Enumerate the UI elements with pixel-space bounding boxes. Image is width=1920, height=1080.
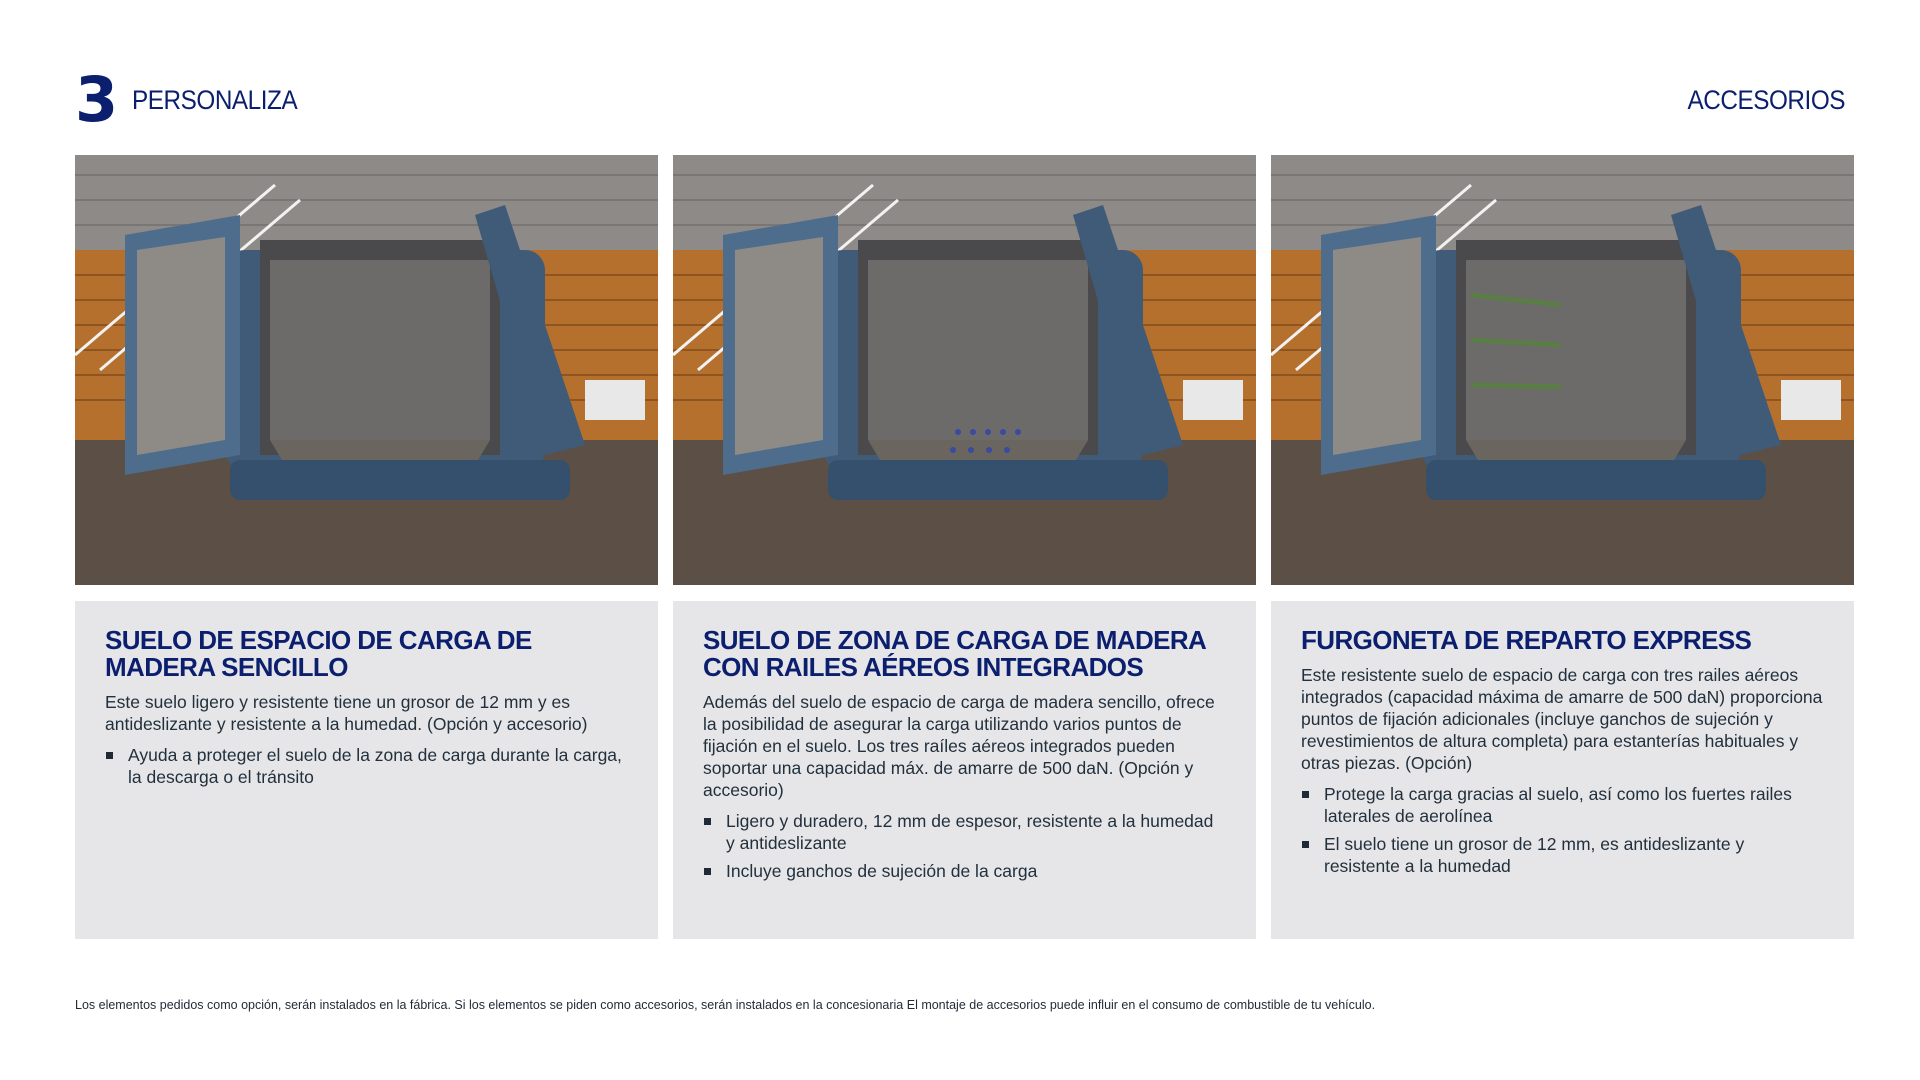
van-cargo-illustration-3 — [1271, 155, 1854, 585]
square-bullet-icon — [704, 868, 711, 875]
page-header — [75, 63, 1845, 136]
feature-list — [105, 744, 628, 788]
section-heading — [75, 63, 316, 136]
card-description: Además del suelo de espacio de carga de madera sencillo, ofrece la posibilidad de asegurar la carga utilizando varios puntos de fijación en el suelo. Los tres raíles aéreos integrados pueden soportar una capacidad máx. de amarre de 500 daN. (Opción y accesorio) — [703, 692, 1215, 800]
card-body-3 — [1271, 601, 1854, 939]
van-cargo-image-2 — [673, 155, 1256, 585]
footnote: Los elementos pedidos como opción, serán instalados en la fábrica. Si los elementos se piden como accesorios, serán instalados en la concesionaria El montaje de accesorios puede influir en el consumo de combustible de tu vehículo. — [75, 998, 1376, 1012]
card-description: Este resistente suelo de espacio de carga con tres railes aéreos integrados (capacidad máxima de amarre de 500 daN) proporciona puntos de fijación adicionales (incluye ganchos de sujeción y revestimientos de altura completa) para estanterías habituales y otras piezas. (Opción) — [1301, 665, 1823, 773]
list-item: Ayuda a proteger el suelo de la zona de carga durante la carga, la descarga o el tránsito — [105, 744, 628, 788]
accessory-card-3 — [1271, 155, 1854, 939]
van-cargo-illustration-2 — [673, 155, 1256, 585]
square-bullet-icon — [704, 818, 711, 825]
square-bullet-icon — [1302, 841, 1309, 848]
card-body-2 — [673, 601, 1256, 939]
list-item: Protege la carga gracias al suelo, así como los fuertes railes laterales de aerolínea — [1301, 783, 1824, 827]
van-cargo-image-1 — [75, 155, 658, 585]
card-title: FURGONETA DE REPARTO EXPRESS — [1301, 625, 1752, 655]
accessory-card-1 — [75, 155, 658, 939]
card-body-1 — [75, 601, 658, 939]
accessory-card-2 — [673, 155, 1256, 939]
section-title: PERSONALIZA — [132, 84, 298, 115]
square-bullet-icon — [1302, 791, 1309, 798]
list-item: Ligero y duradero, 12 mm de espesor, resistente a la humedad y antideslizante — [703, 810, 1226, 854]
card-title: SUELO DE ESPACIO DE CARGA DE MADERA SENCILLO — [105, 625, 532, 682]
van-cargo-image-3 — [1271, 155, 1854, 585]
card-title: SUELO DE ZONA DE CARGA DE MADERA CON RAILES AÉREOS INTEGRADOS — [703, 625, 1206, 682]
feature-list — [1301, 783, 1824, 877]
list-item: Incluye ganchos de sujeción de la carga — [703, 860, 1226, 882]
accessory-cards — [75, 155, 1855, 939]
card-description: Este suelo ligero y resistente tiene un grosor de 12 mm y es antideslizante y resistente a la humedad. (Opción y accesorio) — [105, 692, 588, 734]
square-bullet-icon — [106, 752, 113, 759]
category-label: ACCESORIOS — [1687, 84, 1845, 115]
section-number: 3 — [75, 63, 117, 136]
van-cargo-illustration-1 — [75, 155, 658, 585]
list-item: El suelo tiene un grosor de 12 mm, es antideslizante y resistente a la humedad — [1301, 833, 1824, 877]
feature-list — [703, 810, 1226, 882]
